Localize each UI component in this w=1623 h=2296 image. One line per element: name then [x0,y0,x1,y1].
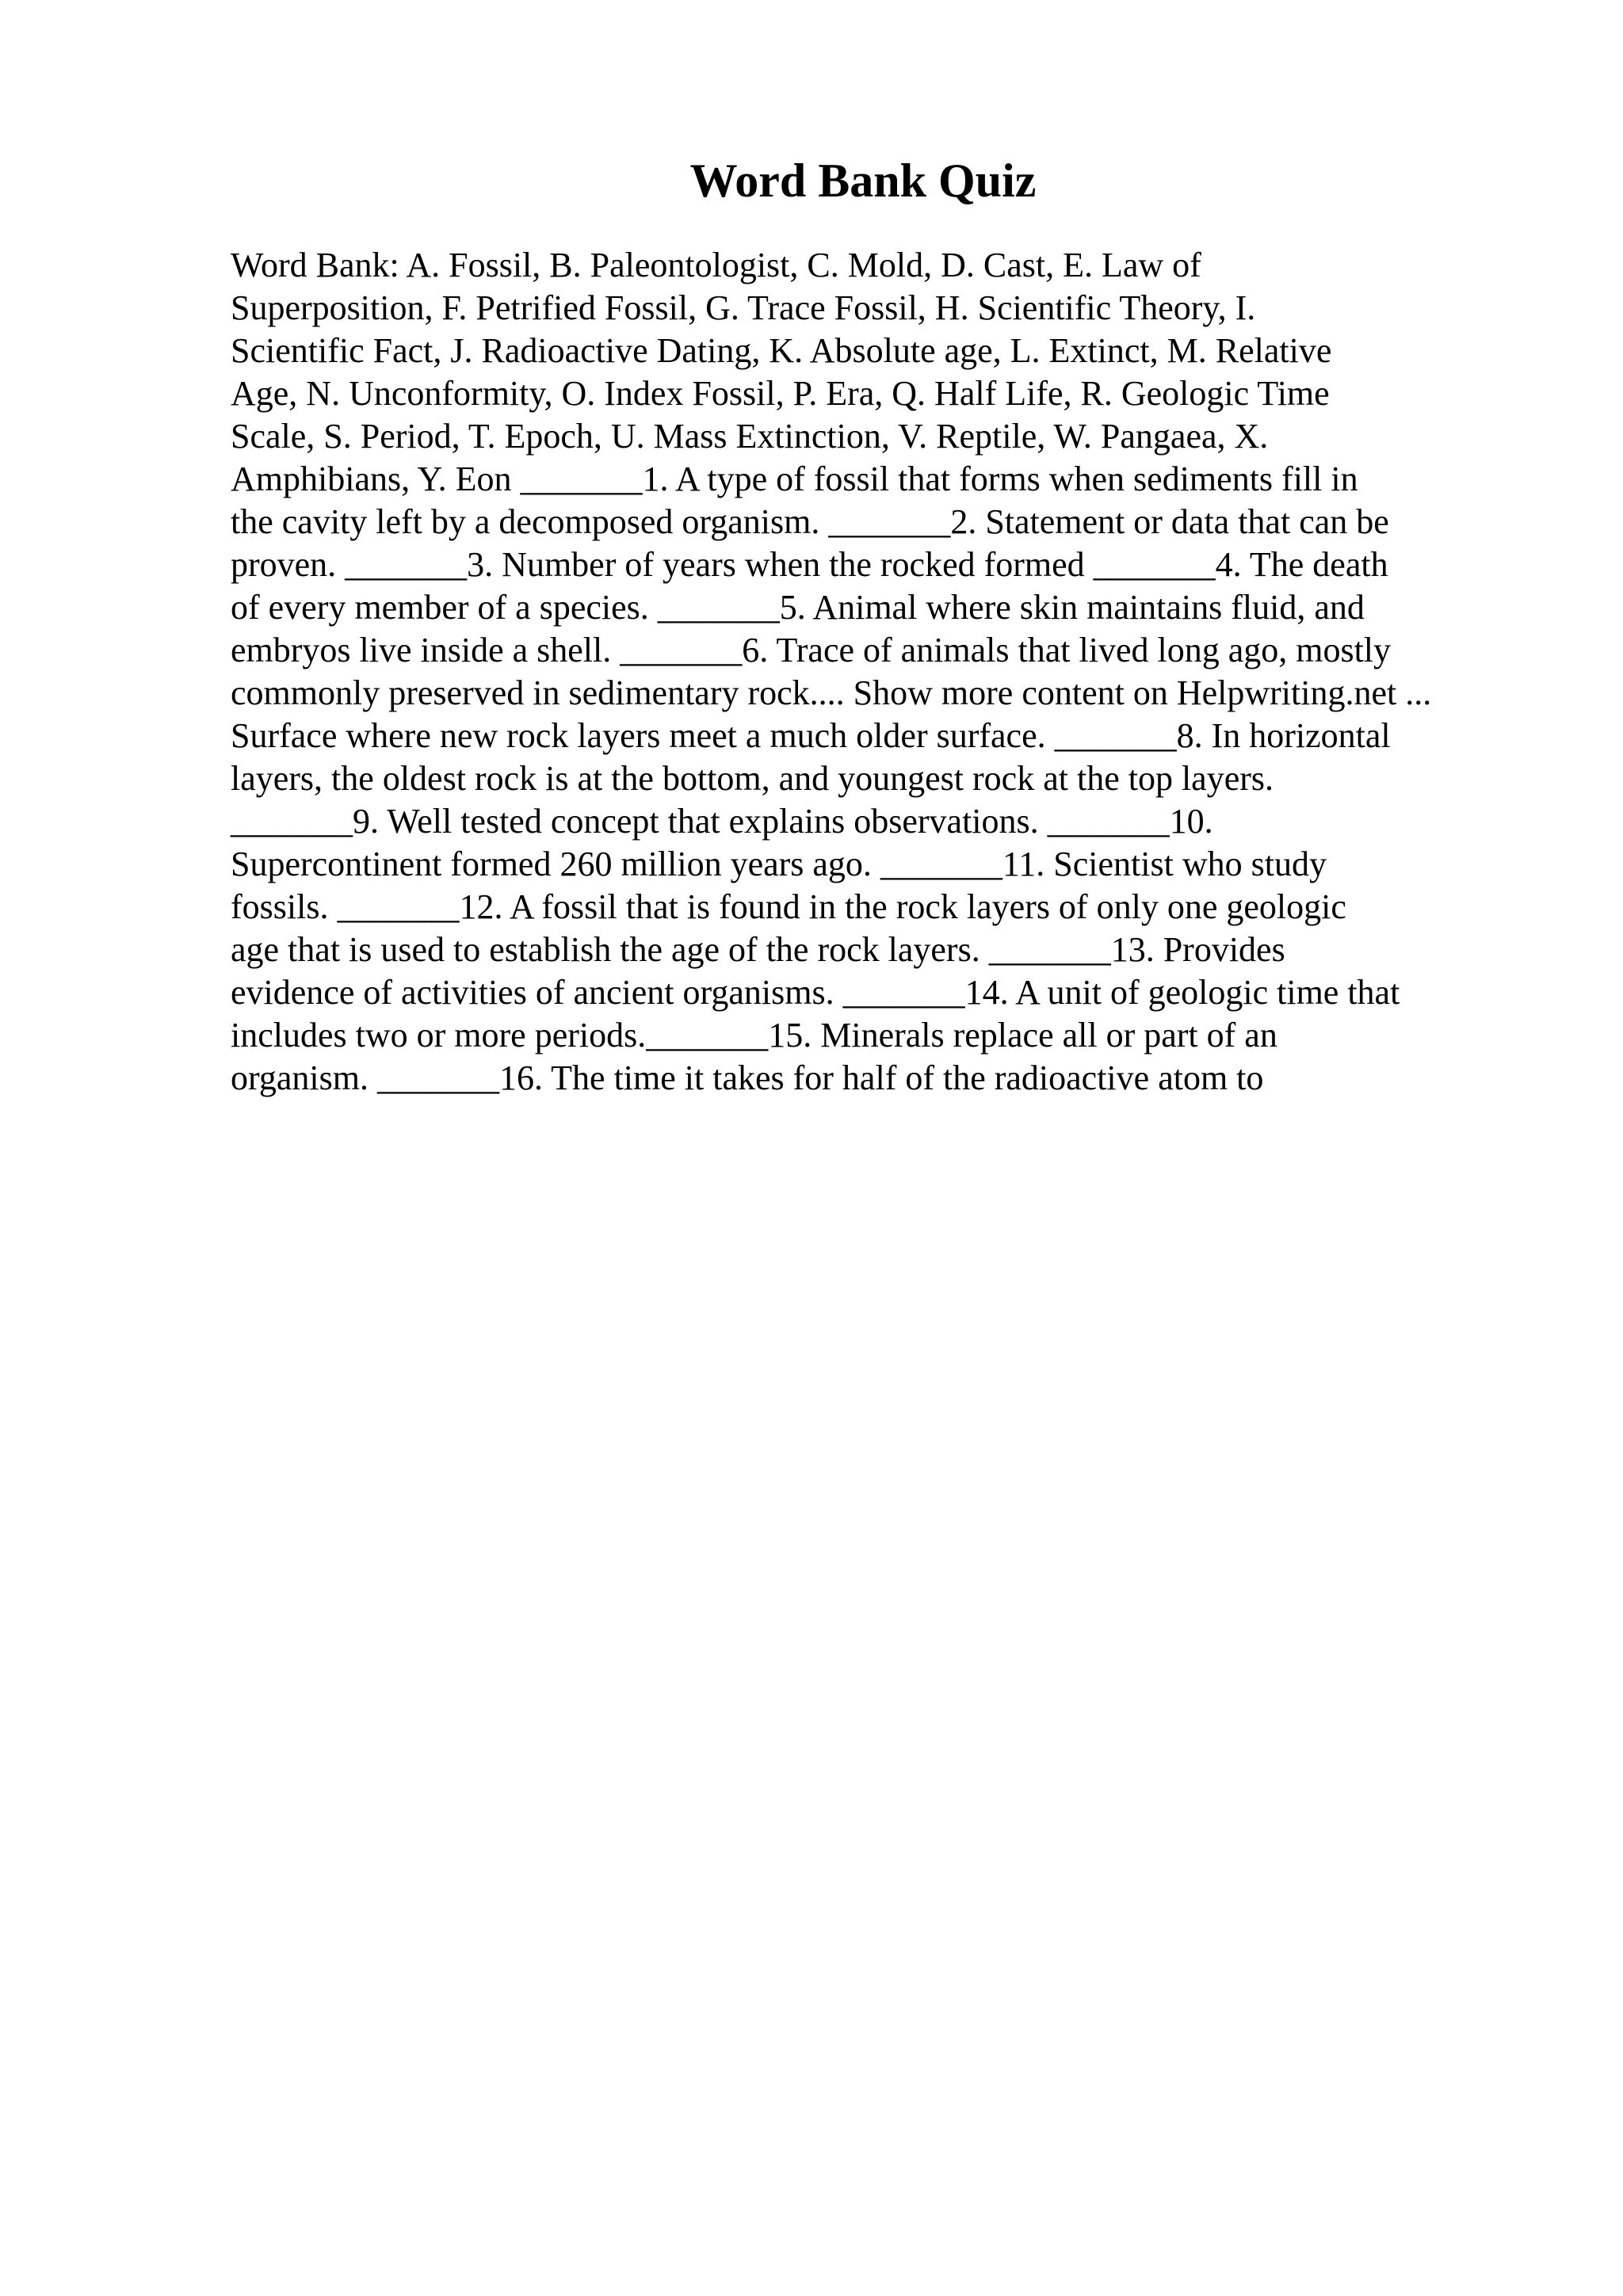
text-line: Scale, S. Period, T. Epoch, U. Mass Extinction, V. Reptile, W. Pangaea, X. [231,417,1269,456]
text-line: Word Bank: A. Fossil, B. Paleontologist, C. Mold, D. Cast, E. Law of [231,246,1201,284]
text-line: organism. _______16. The time it takes for half of the radioactive atom to [231,1058,1264,1097]
text-line: _______9. Well tested concept that explains observations. _______10. [231,802,1213,841]
text-line: Supercontinent formed 260 million years ago. _______11. Scientist who study [231,845,1327,883]
text-line: Superposition, F. Petrified Fossil, G. Trace Fossil, H. Scientific Theory, I. [231,288,1256,327]
text-line: of every member of a species. _______5. Animal where skin maintains fluid, and [231,588,1365,627]
text-line: Amphibians, Y. Eon _______1. A type of fossil that forms when sediments fill in [231,460,1358,498]
text-line: layers, the oldest rock is at the bottom, and youngest rock at the top layers. [231,759,1274,798]
text-line: Age, N. Unconformity, O. Index Fossil, P. Era, Q. Half Life, R. Geologic Time [231,374,1330,413]
text-line: evidence of activities of ancient organisms. _______14. A unit of geologic time that [231,973,1400,1012]
text-line: proven. _______3. Number of years when the rocked formed _______4. The death [231,545,1388,584]
text-line: Surface where new rock layers meet a much older surface. _______8. In horizontal [231,716,1391,755]
page-title: Word Bank Quiz [689,154,1037,207]
text-line: age that is used to establish the age of the rock layers. _______13. Provides [231,930,1285,969]
text-line: embryos live inside a shell. _______6. Trace of animals that lived long ago, mostly [231,631,1392,669]
text-line: fossils. _______12. A fossil that is found in the rock layers of only one geologic [231,887,1346,926]
text-line: commonly preserved in sedimentary rock.... Show more content on Helpwriting.net ... [231,673,1432,712]
text-line: the cavity left by a decomposed organism. _______2. Statement or data that can be [231,502,1389,541]
text-line: Scientific Fact, J. Radioactive Dating, K. Absolute age, L. Extinct, M. Relative [231,331,1332,370]
text-line: includes two or more periods._______15. Minerals replace all or part of an [231,1016,1277,1055]
